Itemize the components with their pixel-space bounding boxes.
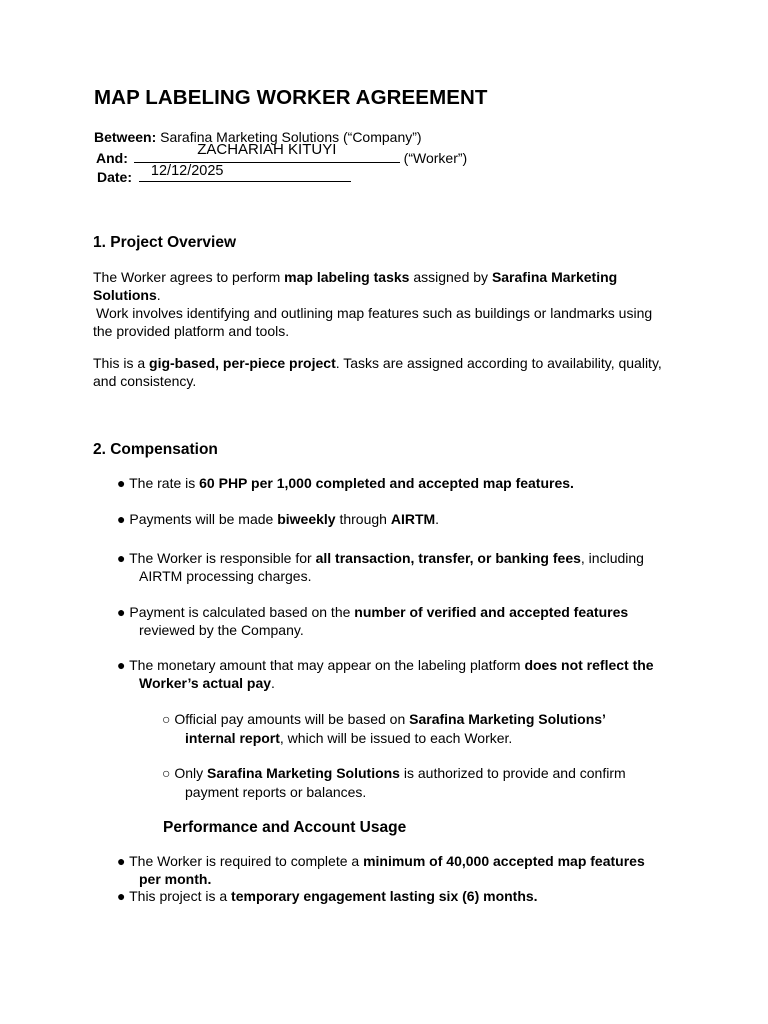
bold-text-run: 60 PHP per 1,000 completed and accepted map features. <box>199 475 574 491</box>
between-label: Between: <box>94 129 157 145</box>
bold-text-run: biweekly <box>277 511 336 527</box>
section-heading-compensation: 2. Compensation <box>93 441 218 458</box>
bullet-glyph: ● <box>117 888 126 904</box>
bullet-glyph: ● <box>117 475 126 491</box>
text-run: The rate is <box>129 475 200 491</box>
bold-text-run: Sarafina Marketing Solutions <box>207 765 400 781</box>
text-run: The Worker is responsible for <box>129 550 316 566</box>
list-item <box>117 853 645 888</box>
bullet-continuation-bold: Worker’s actual pay <box>139 674 272 691</box>
text-run: The monetary amount that may appear on the labeling platform <box>129 657 525 673</box>
bullet-glyph: ● <box>117 550 126 566</box>
list-item <box>117 888 538 906</box>
text-run: Payment is calculated based on the <box>129 604 355 620</box>
worker-name-field <box>134 141 400 163</box>
text-run: Only <box>174 765 208 781</box>
date-value: 12/12/2025 <box>150 163 224 179</box>
section-heading-performance: Performance and Account Usage <box>163 819 407 836</box>
list-item <box>117 657 654 692</box>
worker-name: ZACHARIAH KITUYI <box>197 141 337 158</box>
text-run: through <box>335 511 391 527</box>
text-run: . <box>435 511 440 527</box>
bold-text-run: does not reflect the <box>524 657 654 673</box>
overview-sentence <box>93 269 617 303</box>
sub-bullet-continuation-end: , which will be issued to each Worker. <box>279 729 513 746</box>
bold-text-run: gig-based, per-piece project <box>149 355 336 371</box>
bullet-continuation: AIRTM processing charges. <box>139 567 312 584</box>
sub-bullet-text <box>174 765 625 781</box>
bold-text-run: map labeling tasks <box>284 269 410 285</box>
bullet-text <box>129 888 537 904</box>
date-label: Date: <box>97 169 133 185</box>
bullet-text <box>129 657 653 673</box>
between-value: Sarafina Marketing Solutions (“Company”) <box>160 129 422 145</box>
bold-text-run: Sarafina Marketing Solutions <box>93 269 618 303</box>
sub-list-item <box>162 764 626 801</box>
list-item <box>117 550 644 585</box>
text-run: assigned by <box>409 269 492 285</box>
text-run: is authorized to provide and confirm <box>399 765 626 781</box>
bullet-text <box>129 511 439 527</box>
bullet-text <box>129 604 628 620</box>
bold-text-run: all transaction, transfer, or banking fees <box>315 550 581 566</box>
text-run: Official pay amounts will be based on <box>174 711 410 727</box>
and-label: And: <box>96 150 128 166</box>
bullet-glyph: ● <box>117 657 126 673</box>
section-heading-project-overview: 1. Project Overview <box>93 234 237 251</box>
bullet-text <box>129 853 645 869</box>
date-line <box>97 163 351 185</box>
overview-work-description: Work involves identifying and outlining map features such as buildings or landmarks using the provided platform and tools. <box>93 305 653 339</box>
text-run: . Tasks are assigned according to availability, quality, and consistency. <box>93 355 662 389</box>
bold-text-run: temporary engagement lasting six (6) months. <box>231 888 538 904</box>
bullet-continuation <box>117 675 654 693</box>
bold-text-run: Sarafina Marketing Solutions’ <box>409 711 606 727</box>
bullet-continuation-bold: per month. <box>139 870 212 887</box>
sub-bullet-glyph: ○ <box>162 711 171 727</box>
bold-text-run: AIRTM <box>390 511 436 527</box>
sub-bullet-continuation: payment reports or balances. <box>185 783 367 800</box>
sub-bullet-continuation <box>162 729 606 748</box>
bullet-glyph: ● <box>117 511 126 527</box>
paragraph-gig-based <box>93 354 683 390</box>
bold-text-run: number of verified and accepted features <box>354 604 629 620</box>
sub-list-item <box>162 710 606 747</box>
sub-bullet-continuation-bold: internal report <box>185 729 280 746</box>
paragraph-overview <box>93 268 673 340</box>
text-run: The Worker agrees to perform <box>93 269 285 285</box>
gig-based-text <box>93 355 662 389</box>
list-item <box>117 511 439 529</box>
bullet-continuation-end: . <box>271 674 275 691</box>
text-run: Payments will be made <box>129 511 278 527</box>
text-run: , including <box>580 550 644 566</box>
bullet-text <box>129 550 644 566</box>
list-item <box>117 475 574 493</box>
bullet-text <box>129 475 574 491</box>
sub-bullet-glyph: ○ <box>162 765 171 781</box>
text-run: This is a <box>93 355 150 371</box>
text-run: The Worker is required to complete a <box>129 853 364 869</box>
text-run: . <box>156 287 161 303</box>
bullet-glyph: ● <box>117 853 126 869</box>
list-item <box>117 604 628 639</box>
sub-bullet-text <box>174 711 606 727</box>
document-title: MAP LABELING WORKER AGREEMENT <box>94 86 488 109</box>
bullet-continuation <box>117 871 645 889</box>
worker-suffix: (“Worker”) <box>403 150 468 166</box>
text-run: This project is a <box>129 888 232 904</box>
bold-text-run: minimum of 40,000 accepted map features <box>363 853 645 869</box>
date-field <box>139 163 351 182</box>
bullet-glyph: ● <box>117 604 126 620</box>
bullet-continuation: reviewed by the Company. <box>139 621 304 638</box>
